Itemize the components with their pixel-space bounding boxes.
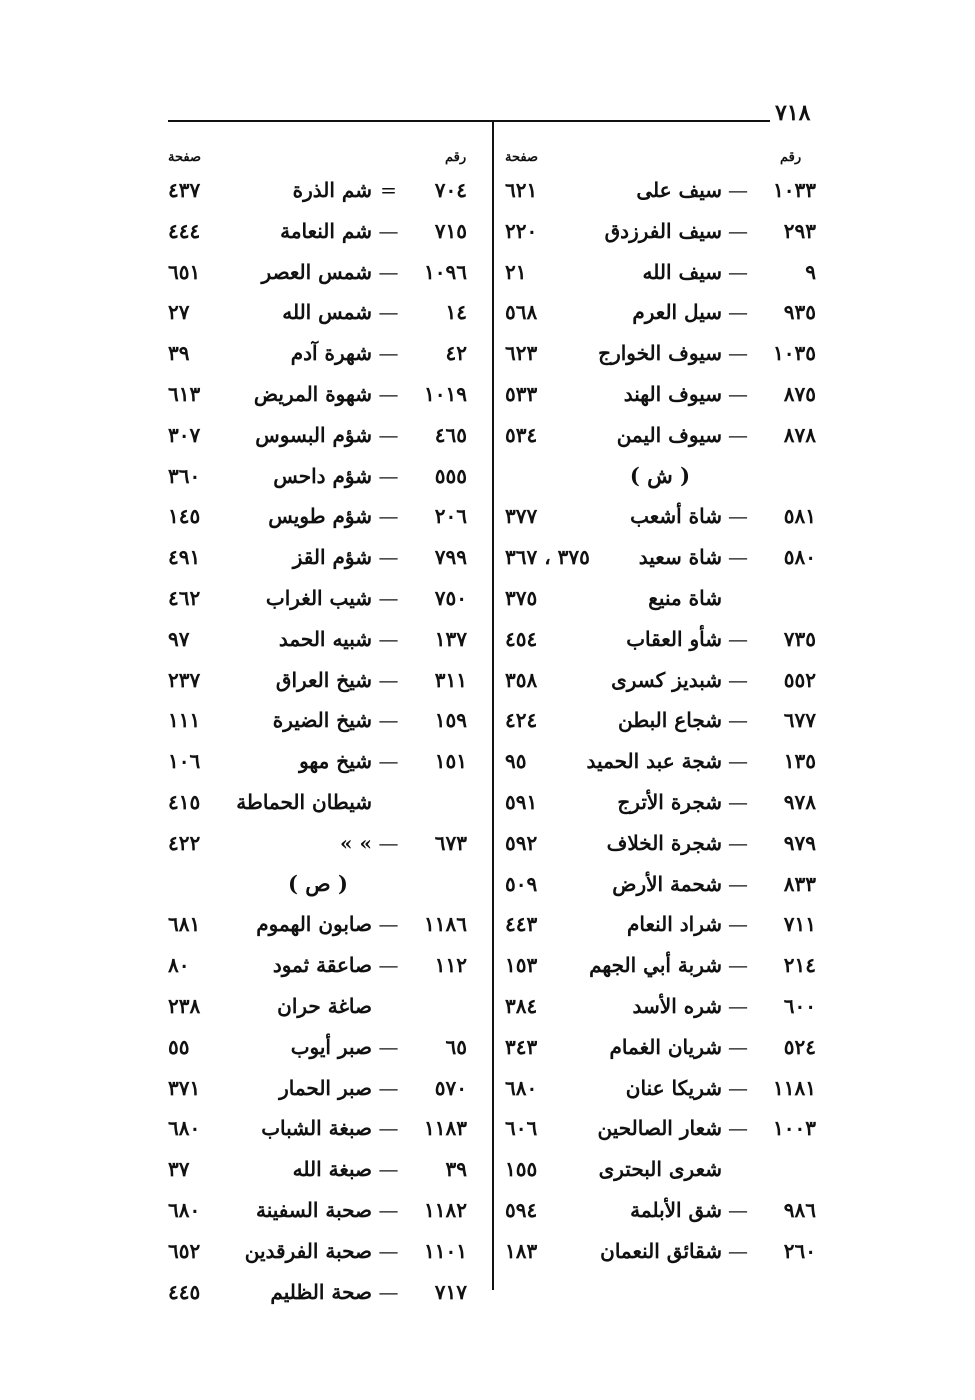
entry-dash: =: [380, 178, 397, 202]
entry-page: ١٨٣: [505, 1239, 538, 1263]
entry-title: شؤم داحس: [273, 464, 372, 488]
entry-page: ٣٨٤: [505, 994, 538, 1018]
entry-page: ٥٥: [168, 1035, 190, 1059]
entry-dash: —: [728, 668, 748, 692]
right-col-num-header: رقم: [780, 150, 802, 165]
index-entry-row: [0, 786, 975, 818]
entry-page: ٣٧٥: [505, 586, 538, 610]
entry-number: ٢٩٣: [783, 219, 816, 243]
entry-page: ٢٧: [168, 300, 190, 324]
entry-number: ٨٧٥: [783, 382, 816, 406]
entry-dash: [372, 990, 405, 1022]
entry-title: شهوة المريض: [253, 382, 372, 406]
entry-number: ١٥١: [434, 749, 467, 773]
entry-page: ٤٩١: [168, 545, 201, 569]
entry-number: ١١٨٣: [424, 1116, 467, 1140]
entry-title: صاغة حران: [277, 994, 372, 1018]
entry-title: سيوف الخوارج: [598, 341, 722, 365]
entry-page: ١٤٥: [168, 504, 201, 528]
entry-title: سيوف اليمن: [616, 423, 722, 447]
entry-dash: —: [378, 300, 399, 324]
entry-dash: —: [378, 219, 399, 243]
entry-page: ١٥٥: [505, 1157, 538, 1181]
entry-title: شريكا عنان: [625, 1076, 722, 1100]
right-col-page-header: صفحة: [505, 150, 538, 165]
entry-number: ١١٨١: [773, 1076, 816, 1100]
index-entry-row: [0, 745, 975, 777]
entry-title: شمس العصر: [261, 260, 372, 284]
entry-dash: —: [728, 1116, 748, 1140]
section-heading: ( ص ): [288, 871, 348, 896]
index-entry-row: [0, 1031, 975, 1063]
index-entry-row: [0, 908, 975, 940]
entry-title: شهرة آدم: [290, 341, 372, 365]
entry-title: شؤم القز: [292, 545, 372, 569]
entry-title: صحبة السفينة: [255, 1198, 372, 1222]
index-entry-row: [0, 664, 975, 696]
entry-page: ١١١: [168, 708, 201, 732]
entry-title: شره الأسد: [632, 994, 722, 1018]
entry-number: ٩٧٩: [783, 831, 816, 855]
entry-page: ٢٢٠: [505, 219, 538, 243]
entry-title: شيخ العراق: [275, 668, 372, 692]
entry-page: ٥٩١: [505, 790, 538, 814]
entry-number: ٩٣٥: [783, 300, 816, 324]
entry-title: صبغة الشباب: [261, 1116, 372, 1140]
entry-dash: —: [728, 219, 748, 243]
entry-title: صابون الهموم: [256, 912, 372, 936]
entry-page: ٥٣٣: [505, 382, 538, 406]
index-entry-row: [0, 1153, 975, 1185]
entry-number: [405, 990, 467, 1022]
entry-page: ٦٨٠: [168, 1116, 201, 1140]
entry-title: شيخ الضيرة: [272, 708, 372, 732]
left-col-page-header: صفحة: [168, 150, 201, 165]
entry-title: شم النعامة: [280, 219, 372, 243]
index-entry-row: [0, 990, 975, 1022]
entry-dash: —: [728, 178, 748, 202]
entry-number: ١١٠١: [424, 1239, 467, 1263]
entry-dash: —: [728, 382, 748, 406]
entry-page: ٣٧٧: [505, 504, 538, 528]
entry-title: صحبة الفرقدين: [244, 1239, 372, 1263]
entry-page: ٦٨١: [168, 912, 201, 936]
entry-dash: —: [378, 749, 399, 773]
entry-number: ٥٨١: [783, 504, 816, 528]
entry-number: ١٠١٩: [424, 382, 467, 406]
entry-title: شبيه الحمد: [278, 627, 372, 651]
entry-title: شيخ مهو: [299, 749, 372, 773]
entry-number: ٤٦٥: [434, 423, 467, 447]
entry-dash: —: [728, 708, 748, 732]
entry-number: ٦٥: [445, 1035, 467, 1059]
entry-number: ١٤: [445, 300, 467, 324]
entry-dash: —: [378, 708, 399, 732]
entry-title: سيف على: [636, 178, 722, 202]
entry-dash: —: [378, 627, 399, 651]
entry-number: ٧٣٥: [783, 627, 816, 651]
entry-title: شؤم البسوس: [255, 423, 372, 447]
left-col-num-header: رقم: [445, 150, 467, 165]
entry-page: ٦٥٢: [168, 1239, 201, 1263]
entry-dash: —: [728, 423, 748, 447]
entry-dash: —: [378, 668, 399, 692]
entry-number: ٣٩: [445, 1157, 467, 1181]
entry-title: صبغة الله: [292, 1157, 372, 1181]
entry-page: ٥٩٤: [505, 1198, 538, 1222]
entry-page: ٣٥٨: [505, 668, 538, 692]
index-entry-row: [0, 378, 975, 410]
entry-number: ١٥٩: [434, 708, 467, 732]
entry-title: صبر أيوب: [290, 1035, 372, 1059]
entry-page: ٤٣٧: [168, 178, 201, 202]
entry-title: شقائق النعمان: [600, 1239, 722, 1263]
index-entry-row: [0, 256, 975, 288]
entry-page: ٦٨٠: [505, 1076, 538, 1100]
entry-title: شجرة الخلاف: [606, 831, 722, 855]
entry-number: ١٣٥: [783, 749, 816, 773]
entry-dash: [372, 786, 405, 818]
entry-title: شبديز كسرى: [611, 668, 722, 692]
entry-number: ٦٧٣: [434, 831, 467, 855]
index-entry-row: [0, 1194, 975, 1226]
entry-title: شجاع البطن: [618, 708, 722, 732]
entry-page: ١٠٦: [168, 749, 201, 773]
entry-page: ٤٢٤: [505, 708, 538, 732]
entry-dash: —: [728, 790, 748, 814]
entry-dash: —: [378, 953, 399, 977]
entry-page: ٤٦٢: [168, 586, 201, 610]
entry-page: ٣٤٣: [505, 1035, 538, 1059]
entry-page: ٦٨٠: [168, 1198, 201, 1222]
entry-number: ٥٢٤: [783, 1035, 816, 1059]
entry-dash: —: [378, 382, 399, 406]
entry-dash: —: [728, 341, 748, 365]
entry-title: صاعقة ثمود: [272, 953, 372, 977]
entry-page: ٤٤٣: [505, 912, 538, 936]
entry-number: ٩٧٨: [783, 790, 816, 814]
entry-title: شق الأبلمة: [630, 1198, 722, 1222]
entry-title: شريان الغمام: [609, 1035, 722, 1059]
entry-page: ٩٧: [168, 627, 190, 651]
entry-title: شم الذرة: [292, 178, 372, 202]
entry-number: ٧١١: [783, 912, 816, 936]
entry-dash: —: [728, 545, 748, 569]
entry-dash: —: [378, 464, 399, 488]
entry-number: [405, 786, 467, 818]
entry-page: ٥٠٩: [505, 872, 538, 896]
entry-page: ٤٤٤: [168, 219, 201, 243]
entry-number: ٧١٧: [434, 1280, 467, 1304]
index-entry-row: [0, 460, 975, 492]
entry-dash: —: [728, 627, 748, 651]
entry-dash: —: [728, 953, 748, 977]
index-entry-row: [0, 215, 975, 247]
entry-title: شربة أبي الجهم: [589, 953, 722, 977]
entry-number: ١٠٣٣: [773, 178, 816, 202]
entry-dash: —: [728, 831, 748, 855]
entry-page: ١٥٣: [505, 953, 538, 977]
entry-dash: —: [378, 1116, 399, 1140]
index-entry-row: [0, 500, 975, 532]
index-entry-row: [0, 623, 975, 655]
entry-dash: —: [378, 831, 399, 855]
entry-dash: —: [378, 341, 399, 365]
entry-title: شجرة الأترج: [617, 790, 722, 814]
entry-page: ٦٠٦: [505, 1116, 538, 1140]
entry-dash: —: [378, 912, 399, 936]
entry-dash: —: [378, 1035, 399, 1059]
entry-number: ١٠٣٥: [773, 341, 816, 365]
entry-number: ١٣٧: [434, 627, 467, 651]
page-number: ٧١٨: [775, 100, 811, 126]
entry-dash: —: [728, 300, 748, 324]
entry-dash: —: [728, 1198, 748, 1222]
entry-page: ٤٢٢: [168, 831, 201, 855]
entry-page: ٦٢٣: [505, 341, 538, 365]
entry-page: ٥٩٢: [505, 831, 538, 855]
entry-number: ٩: [805, 260, 816, 284]
entry-title: شراد النعام: [626, 912, 722, 936]
entry-dash: —: [378, 504, 399, 528]
index-entry-row: [0, 1072, 975, 1104]
entry-title: شعار الصالحين: [597, 1116, 722, 1140]
entry-number: ٢٠٦: [434, 504, 467, 528]
entry-dash: —: [378, 1157, 399, 1181]
index-entry-row: [0, 419, 975, 451]
entry-page: ٢٣٧: [168, 668, 201, 692]
entry-title: شيطان الحماطة: [236, 790, 372, 814]
entry-dash: —: [378, 545, 399, 569]
entry-title: » »: [340, 831, 372, 855]
entry-number: ٥٥٥: [434, 464, 467, 488]
entry-page: ٣٧٥ ، ٣٦٧: [505, 545, 590, 569]
index-entry-row: [0, 1235, 975, 1267]
entry-title: شاة سعيد: [638, 545, 722, 569]
entry-number: ٦٠٠: [783, 994, 816, 1018]
entry-dash: —: [728, 1239, 748, 1263]
entry-number: ٥٨٠: [783, 545, 816, 569]
entry-dash: —: [728, 749, 748, 773]
entry-number: ١١٨٦: [424, 912, 467, 936]
entry-dash: —: [378, 260, 399, 284]
index-entry-row: [0, 1276, 975, 1308]
entry-dash: —: [378, 1239, 399, 1263]
entry-dash: —: [378, 1198, 399, 1222]
entry-title: شيب الغراب: [265, 586, 372, 610]
entry-number: ٢١٤: [783, 953, 816, 977]
entry-title: سيف الله: [642, 260, 722, 284]
entry-title: شجة عبد الحميد: [586, 749, 722, 773]
entry-dash: —: [378, 1280, 399, 1304]
entry-number: ٩٨٦: [783, 1198, 816, 1222]
index-entry-row: [0, 296, 975, 328]
entry-title: سيل العرم: [632, 300, 722, 324]
index-entry-row: [0, 949, 975, 981]
index-entry-row: [0, 868, 975, 900]
entry-number: ٨٧٨: [783, 423, 816, 447]
entry-page: ٦٢١: [505, 178, 538, 202]
entry-number: ٣١١: [434, 668, 467, 692]
entry-page: ٣٧١: [168, 1076, 201, 1100]
entry-number: ٧٩٩: [434, 545, 467, 569]
entry-page: ٤٤٥: [168, 1280, 201, 1304]
entry-number: ٤٢: [445, 341, 467, 365]
entry-number: ١١٢: [434, 953, 467, 977]
entry-dash: —: [728, 1035, 748, 1059]
entry-number: ٧٠٤: [434, 178, 467, 202]
entry-page: ٣٠٧: [168, 423, 201, 447]
entry-dash: —: [728, 504, 748, 528]
entry-page: ٨٠: [168, 953, 190, 977]
entry-title: سيوف الهند: [623, 382, 722, 406]
entry-title: صبر الحمار: [279, 1076, 372, 1100]
entry-dash: —: [728, 260, 748, 284]
entry-page: ٢٣٨: [168, 994, 201, 1018]
entry-dash: —: [728, 872, 748, 896]
entry-dash: —: [728, 912, 748, 936]
entry-page: ٦١٣: [168, 382, 201, 406]
entry-number: ٦٧٧: [783, 708, 816, 732]
entry-dash: —: [378, 423, 399, 447]
entry-number: ٨٣٣: [783, 872, 816, 896]
section-heading: ( ش ): [629, 463, 691, 488]
entry-title: شاة أشعب: [630, 504, 722, 528]
entry-number: ١١٨٢: [424, 1198, 467, 1222]
entry-dash: —: [728, 994, 748, 1018]
entry-page: ٣٩: [168, 341, 190, 365]
entry-title: شاة منيع: [648, 586, 722, 610]
entry-number: ٧١٥: [434, 219, 467, 243]
entry-number: ٥٥٢: [783, 668, 816, 692]
entry-title: شحمة الأرض: [612, 872, 722, 896]
entry-title: سيف الفرزدق: [604, 219, 722, 243]
index-entry-row: [0, 582, 975, 614]
index-entry-row: [0, 174, 975, 206]
entry-page: ٦٥١: [168, 260, 201, 284]
entry-title: صحة الظليم: [270, 1280, 372, 1304]
entry-title: شمس الله: [282, 300, 372, 324]
entry-title: شؤم طويس: [268, 504, 372, 528]
entry-number: ١٠٩٦: [424, 260, 467, 284]
entry-page: ٩٥: [505, 749, 527, 773]
index-entry-row: [0, 827, 975, 859]
entry-dash: —: [378, 586, 399, 610]
entry-page: ٢١: [505, 260, 527, 284]
index-entry-row: [0, 704, 975, 736]
entry-number: ٢٦٠: [783, 1239, 816, 1263]
entry-title: شأو العقاب: [626, 627, 722, 651]
entry-page: ٤١٥: [168, 790, 201, 814]
entry-number: ٥٧٠: [434, 1076, 467, 1100]
entry-number: ١٠٠٣: [773, 1116, 816, 1140]
entry-page: ٤٥٤: [505, 627, 538, 651]
index-entry-row: [0, 337, 975, 369]
entry-dash: —: [378, 1076, 399, 1100]
entry-dash: —: [728, 1076, 748, 1100]
index-entry-row: [0, 541, 975, 573]
entry-page: ٣٦٠: [168, 464, 201, 488]
entry-page: ٣٧: [168, 1157, 190, 1181]
entry-number: ٧٥٠: [434, 586, 467, 610]
entry-page: ٥٣٤: [505, 423, 538, 447]
entry-title: شعرى البحترى: [598, 1157, 722, 1181]
entry-page: ٥٦٨: [505, 300, 538, 324]
index-entry-row: [0, 1112, 975, 1144]
